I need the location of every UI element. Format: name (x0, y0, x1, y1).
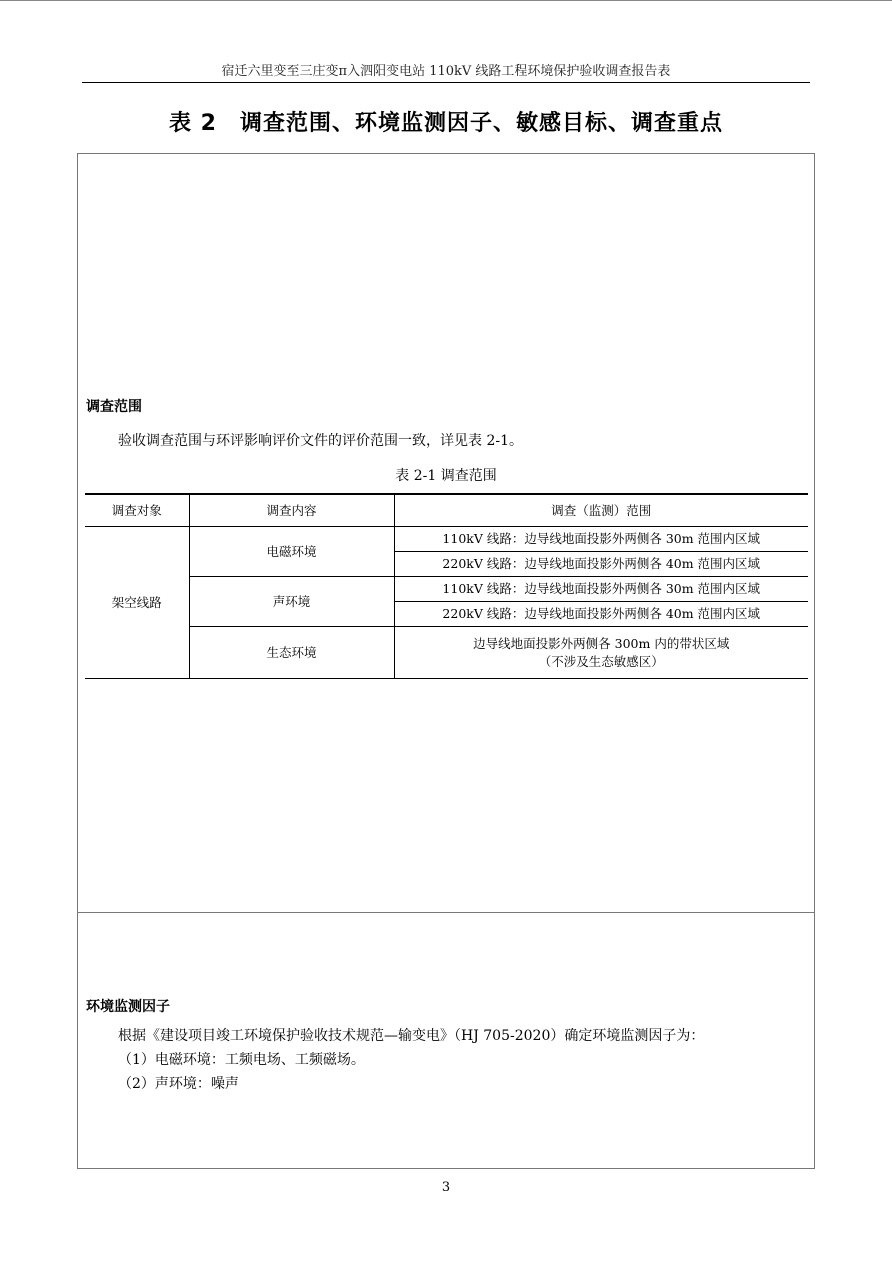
content-em-cell: 电磁环境 (189, 527, 394, 577)
page-top-border (0, 0, 892, 1)
range-noise-220-cell: 220kV 线路：边导线地面投影外两侧各 40m 范围内区域 (394, 602, 808, 627)
header-survey-content: 调查内容 (189, 494, 394, 527)
survey-scope-table (85, 493, 808, 679)
page-title: 表 2 调查范围、环境监测因子、敏感目标、调查重点 (169, 111, 723, 136)
content-eco-cell: 生态环境 (189, 627, 394, 679)
monitoring-factors-paragraph: 根据《建设项目竣工环境保护验收技术规范—输变电》（HJ 705-2020）确定环境监测因子为： (118, 1028, 705, 1044)
survey-scope-heading: 调查范围 (86, 399, 142, 415)
range-eco-line2: （不涉及生态敏感区） (538, 653, 664, 669)
survey-scope-paragraph: 验收调查范围与环评影响评价文件的评价范围一致，详见表 2-1。 (118, 433, 523, 449)
range-eco-cell (394, 627, 808, 679)
table-caption: 表 2-1 调查范围 (395, 468, 497, 484)
table-row (85, 527, 808, 552)
monitoring-factors-heading: 环境监测因子 (86, 999, 170, 1015)
section-divider (77, 912, 815, 913)
header-survey-object: 调查对象 (85, 494, 189, 527)
content-noise-cell: 声环境 (189, 577, 394, 627)
table-row (85, 577, 808, 602)
header-survey-range: 调查（监测）范围 (394, 494, 808, 527)
running-header: 宿迁六里变至三庄变π入泗阳变电站 110kV 线路工程环境保护验收调查报告表 (221, 64, 671, 79)
header-rule (82, 82, 810, 83)
table-row (85, 627, 808, 679)
page-number: 3 (441, 1180, 451, 1195)
range-em-220-cell: 220kV 线路：边导线地面投影外两侧各 40m 范围内区域 (394, 552, 808, 577)
survey-object-cell: 架空线路 (85, 527, 189, 679)
range-em-110-cell: 110kV 线路：边导线地面投影外两侧各 30m 范围内区域 (394, 527, 808, 552)
range-noise-110-cell: 110kV 线路：边导线地面投影外两侧各 30m 范围内区域 (394, 577, 808, 602)
monitoring-factor-item-2: （2）声环境：噪声 (118, 1076, 239, 1092)
table-header-row (85, 494, 808, 527)
monitoring-factor-item-1: （1）电磁环境：工频电场、工频磁场。 (118, 1052, 365, 1068)
range-eco-line1: 边导线地面投影外两侧各 300m 内的带状区域 (473, 635, 730, 651)
